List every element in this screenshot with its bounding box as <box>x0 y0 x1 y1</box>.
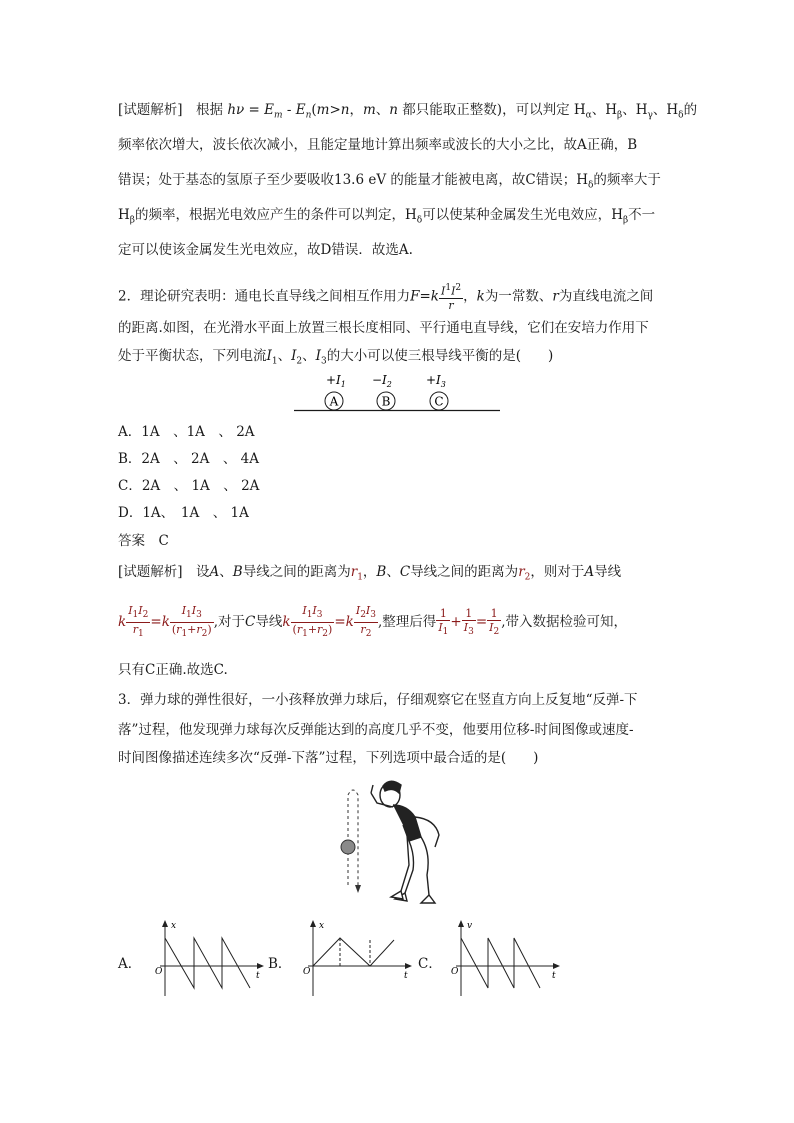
q3-option-a-letter[interactable]: A． <box>118 956 142 972</box>
graph-c-origin: O <box>451 967 459 977</box>
wire-b-letter: B <box>381 394 391 409</box>
graph-a-xlabel: t <box>256 971 260 981</box>
ball-path-dashed <box>348 790 358 887</box>
graph-a-curve <box>165 938 250 988</box>
wire-c-letter: C <box>434 394 444 409</box>
graph-a-ylabel: x <box>171 921 177 931</box>
child-bouncing-ball-illustration <box>335 775 465 915</box>
q3-option-c-letter[interactable]: C． <box>418 956 442 972</box>
q2-stem-line-3: 处于平衡状态，下列电流$I_1$、$I_2$、$I_3$的大小可以使三根导线平衡的是( ) <box>118 348 554 367</box>
q2-wires-figure <box>290 370 505 415</box>
q2-option-c[interactable]: C．2A 、 1A 、 2A <box>118 478 260 494</box>
graph-b-ylabel: x <box>319 921 325 931</box>
graph-c-xlabel: t <box>552 971 556 981</box>
wire-a-letter: A <box>329 394 339 409</box>
q3-graph-a[interactable] <box>152 918 267 1000</box>
graph-b-curve <box>313 938 394 966</box>
graph-c-curve <box>461 938 540 988</box>
q1-analysis-line-3: 错误；处于基态的氢原子至少要吸收13.6 eV 的能量才能被电离，故C错误；$H_\delta$的频率大于 <box>118 172 661 191</box>
q2-analysis-line-3: 只有C正确.故选C. <box>118 662 228 678</box>
q3-stem-line-2: 落”过程，他发现弹力球每次反弹能达到的高度几乎不变，他要用位移-时间图像或速度- <box>118 722 634 738</box>
label-i1: $+I_1$ <box>326 373 346 389</box>
child-figure <box>371 781 439 903</box>
q2-analysis-line-1: [试题解析] 设A、B导线之间的距离为$r_1$，B、C导线之间的距离为$r_2$，则对于A导线 <box>118 564 622 583</box>
q2-answer: 答案 C <box>118 533 169 549</box>
q2-option-d[interactable]: D．1A、 1A 、 1A <box>118 505 249 521</box>
q2-stem-line-2: 的距离.如图，在光滑水平面上放置三根长度相同、平行通电直导线，它们在安培力作用下 <box>118 320 649 336</box>
q2-option-b[interactable]: B．2A 、 2A 、 4A <box>118 451 260 467</box>
q1-analysis-line-4: $H_\beta$的频率，根据光电效应产生的条件可以判定，$H_\delta$可以使某种金属发生光电效应，$H_\beta$不一 <box>118 207 656 226</box>
q3-stem-line-1: 3．弹力球的弹性很好，一小孩释放弹力球后，仔细观察它在竖直方向上反复地“反弹-下 <box>118 692 638 708</box>
label-i2: $-I_2$ <box>372 373 392 389</box>
q2-stem-line-1: 2．理论研究表明：通电长直导线之间相互作用力F=k $\frac{I^1I^2}{r}$ ，k为一常数、r为直线电流之间 <box>118 283 654 312</box>
q3-stem-line-3: 时间图像描述连续多次“反弹-下落”过程，下列选项中最合适的是( ) <box>118 750 539 766</box>
q2-option-a[interactable]: A．1A 、1A 、 2A <box>118 424 255 440</box>
q1-analysis-line-2: 频率依次增大，波长依次减小，且能定量地计算出频率或波长的大小之比，故A正确，B <box>118 137 638 153</box>
ball <box>341 840 355 854</box>
ball-path-arrow <box>355 885 361 893</box>
graph-c-ylabel: v <box>467 921 473 931</box>
q3-option-b-letter[interactable]: B． <box>268 956 292 972</box>
graph-b-origin: O <box>303 967 311 977</box>
q1-analysis-line-5: 定可以使该金属发生光电效应，故D错误．故选A. <box>118 242 413 258</box>
label-i3: $+I_3$ <box>426 373 446 389</box>
q3-graph-c[interactable] <box>448 918 563 1000</box>
graph-a-origin: O <box>155 967 163 977</box>
graph-b-xlabel: t <box>404 971 408 981</box>
q1-analysis-line-1: [试题解析] 根据 $h\nu = E_m - E_n(m>n$，m、n 都只能取正整数)，可以判定 $H_\alpha$、$H_\beta$、$H_\gamma$、$H_\delta$的 <box>118 102 698 121</box>
q3-graph-b[interactable] <box>300 918 415 1000</box>
q2-analysis-line-2: k $\frac{I_1I_2}{r_1}$ =k $\frac{I_1I_3}{(r_1+r_2)}$ ,对于C导线k $\frac{I_1I_3}{(r_1+r_2)}$ =k $\frac{I_2I_3}{r_2}$ ,整理后得 $\frac{1}{I_1}$ + $\frac{1}{I_3}$ = $\frac{1}{I_2}$ ,带入数据检验可知， <box>118 604 628 640</box>
